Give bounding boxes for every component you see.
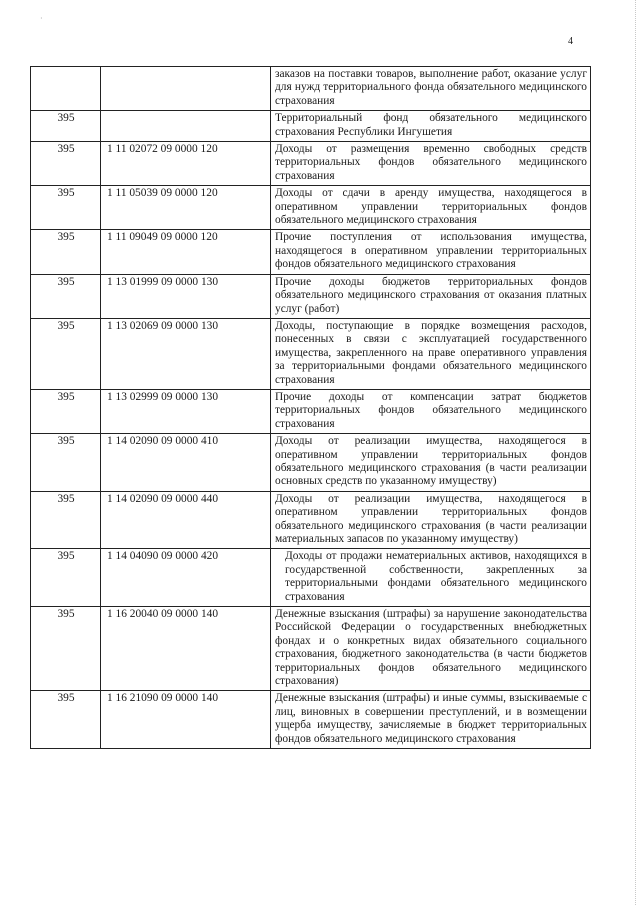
table-row (31, 230, 591, 274)
table-row (31, 274, 591, 318)
budget-code-cell: 1 14 04090 09 0000 420 (101, 549, 271, 607)
table-row (31, 607, 591, 691)
budget-code-cell: 1 11 02072 09 0000 120 (101, 142, 271, 186)
admin-code-cell: 395 (31, 111, 101, 142)
table-row (31, 491, 591, 549)
table-row (31, 67, 591, 111)
page-number: 4 (568, 36, 573, 47)
admin-code-cell: 395 (31, 230, 101, 274)
revenue-description-cell: Доходы от сдачи в аренду имущества, находящегося в оперативном управлении территориальных фондов обязательного медицинского страхования (271, 186, 591, 230)
admin-code-cell: 395 (31, 491, 101, 549)
admin-code-cell: 395 (31, 607, 101, 691)
budget-code-cell: 1 13 02069 09 0000 130 (101, 318, 271, 389)
revenue-description-cell: Денежные взыскания (штрафы) и иные суммы, взыскиваемые с лиц, виновных в совершении преступлений, и в возмещении ущерба имуществу, зачисляемые в бюджет территориальных фондов обязательного медицинского страхования (271, 691, 591, 749)
admin-code-cell: 395 (31, 549, 101, 607)
table-row (31, 111, 591, 142)
revenue-description-cell: Прочие доходы бюджетов территориальных фондов обязательного медицинского страхования от оказания платных услуг (работ) (271, 274, 591, 318)
table-row (31, 549, 591, 607)
budget-code-cell (101, 111, 271, 142)
admin-code-cell: 395 (31, 691, 101, 749)
revenue-description-cell: Прочие доходы от компенсации затрат бюджетов территориальных фондов обязательного медицинского страхования (271, 389, 591, 433)
budget-code-cell: 1 13 02999 09 0000 130 (101, 389, 271, 433)
budget-code-cell: 1 13 01999 09 0000 130 (101, 274, 271, 318)
budget-code-cell (101, 67, 271, 111)
revenue-description-cell: Доходы от продажи нематериальных активов, находящихся в государственной собственности, закрепленных за территориальными фондами обязательного медицинского страхования (271, 549, 591, 607)
table-row (31, 691, 591, 749)
table-row (31, 434, 591, 492)
table-row (31, 318, 591, 389)
revenue-description-cell: Доходы, поступающие в порядке возмещения расходов, понесенных в связи с эксплуатацией государственного имущества, закрепленного на праве оперативного управления за территориальными фондами обязательного медицинского страхования (271, 318, 591, 389)
table-row (31, 142, 591, 186)
budget-code-cell: 1 16 21090 09 0000 140 (101, 691, 271, 749)
revenue-description-cell: Прочие поступления от использования имущества, находящегося в оперативном управлении территориальных фондов обязательного медицинского страхования (271, 230, 591, 274)
admin-code-cell: 395 (31, 274, 101, 318)
budget-code-cell: 1 14 02090 09 0000 410 (101, 434, 271, 492)
admin-code-cell: 395 (31, 142, 101, 186)
admin-code-cell (31, 67, 101, 111)
scan-edge (634, 0, 636, 905)
revenue-description-cell: Доходы от реализации имущества, находящегося в оперативном управлении территориальных фондов обязательного медицинского страхования (в части реализации материальных запасов по указанному имуществу) (271, 491, 591, 549)
revenue-description-cell: Территориальный фонд обязательного медицинского страхования Республики Ингушетия (271, 111, 591, 142)
budget-code-cell: 1 11 05039 09 0000 120 (101, 186, 271, 230)
table-row (31, 389, 591, 433)
revenue-description-cell: заказов на поставки товаров, выполнение работ, оказание услуг для нужд территориального фонда обязательного медицинского страхования (271, 67, 591, 111)
table-row (31, 186, 591, 230)
budget-code-cell: 1 14 02090 09 0000 440 (101, 491, 271, 549)
revenue-codes-table (30, 66, 591, 749)
revenue-description-cell: Денежные взыскания (штрафы) за нарушение законодательства Российской Федерации о государственных внебюджетных фондах и о конкретных видах обязательного социального страхования, бюджетного законодательства (в части бюджетов территориальных фондов обязательного медицинского страхования) (271, 607, 591, 691)
admin-code-cell: 395 (31, 434, 101, 492)
admin-code-cell: 395 (31, 186, 101, 230)
budget-code-cell: 1 11 09049 09 0000 120 (101, 230, 271, 274)
revenue-description-cell: Доходы от реализации имущества, находящегося в оперативном управлении территориальных фондов обязательного медицинского страхования (в части реализации основных средств по указанному имуществу) (271, 434, 591, 492)
scan-artifact: · (40, 14, 43, 23)
admin-code-cell: 395 (31, 389, 101, 433)
admin-code-cell: 395 (31, 318, 101, 389)
budget-code-cell: 1 16 20040 09 0000 140 (101, 607, 271, 691)
revenue-description-cell: Доходы от размещения временно свободных средств территориальных фондов обязательного медицинского страхования (271, 142, 591, 186)
